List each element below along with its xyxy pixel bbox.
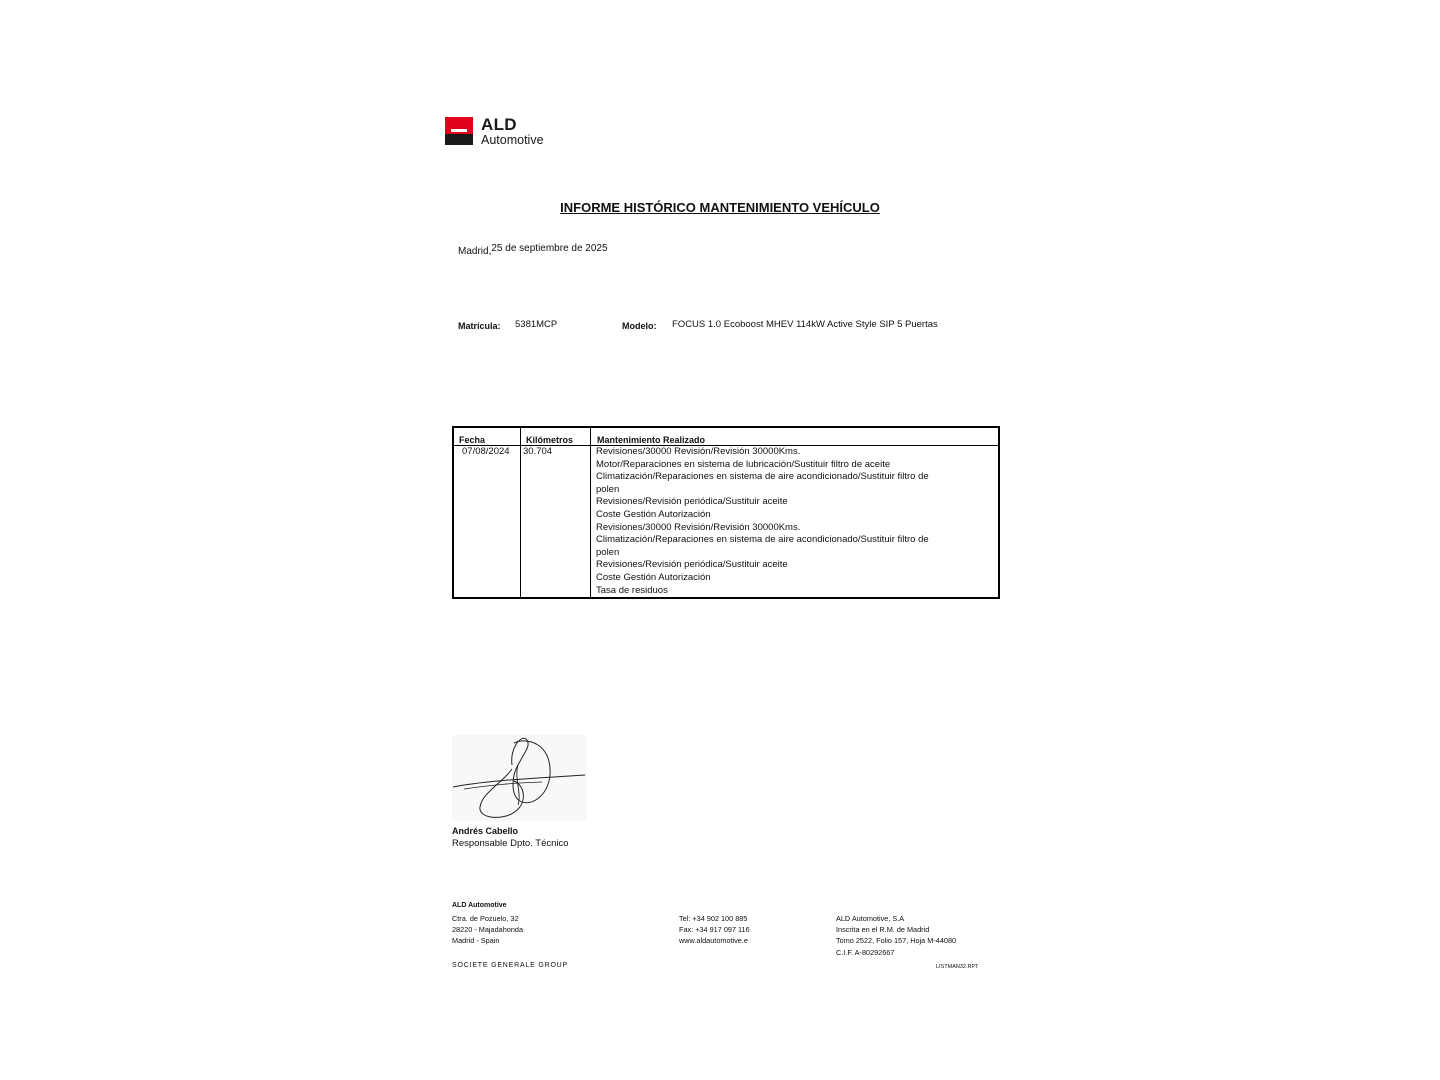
maintenance-item: Tasa de residuos (596, 584, 668, 596)
report-date (458, 243, 608, 257)
maintenance-item: Motor/Reparaciones en sistema de lubricación/Sustituir filtro de aceite (596, 458, 891, 470)
date-text: 25 de septiembre de 2025 (491, 243, 608, 254)
report-title: INFORME HISTÓRICO MANTENIMIENTO VEHÍCULO (560, 200, 880, 215)
footer-address-line: 28220 - Majadahonda (452, 925, 523, 935)
report-code: LISTMAN32.RPT (936, 964, 979, 970)
row-date: 07/08/2024 (453, 446, 521, 599)
footer-address-line: Ctra. de Pozuelo, 32 (452, 914, 519, 923)
signer-name: Andrés Cabello (452, 826, 519, 836)
maintenance-item: Revisiones/Revisión periódica/Sustituir aceite (596, 496, 788, 508)
footer-company: ALD Automotive (452, 902, 507, 909)
footer-legal-line: Inscrita en el R.M. de Madrid (836, 925, 930, 935)
logo-text-line1: ALD (481, 115, 517, 134)
maintenance-item: Revisiones/30000 Revisión/Revisión 30000Kms. (596, 446, 801, 457)
signature-icon (452, 735, 587, 821)
footer-contact (679, 913, 750, 947)
plate-value: 5381MCP (515, 319, 558, 330)
maintenance-item: Revisiones/30000 Revisión/Revisión 30000Kms. (596, 521, 801, 533)
group-name: SOCIETE GENERALE GROUP (452, 962, 569, 969)
maintenance-table (452, 426, 1000, 599)
maintenance-item: Coste Gestión Autorización (596, 508, 711, 520)
date-city: Madrid, (458, 246, 492, 257)
footer-website: www.aldautomotive.e (679, 936, 748, 946)
row-maintenance (591, 446, 1000, 599)
footer-legal-line: ALD Automotive, S.A (836, 914, 905, 923)
plate-label: Matrícula: (458, 321, 501, 331)
footer-legal-line: Tomo 2522, Folio 157, Hoja M-44080 (836, 936, 957, 946)
model-value: FOCUS 1.0 Ecoboost MHEV 114kW Active Style SIP 5 Puertas (672, 319, 938, 330)
row-km: 30.704 (521, 446, 591, 599)
maintenance-item: Coste Gestión Autorización (596, 571, 711, 583)
table-row (453, 446, 999, 599)
header-km: Kilómetros (521, 427, 591, 446)
logo-text-line2: Automotive (481, 133, 544, 147)
table-header-row (453, 427, 999, 446)
maintenance-item: Revisiones/Revisión periódica/Sustituir aceite (596, 559, 788, 571)
maintenance-item: Climatización/Reparaciones en sistema de aire acondicionado/Sustituir filtro de polen (596, 534, 929, 558)
maintenance-item: Climatización/Reparaciones en sistema de aire acondicionado/Sustituir filtro de polen (596, 471, 929, 495)
header-date: Fecha (453, 427, 521, 446)
signature-image (452, 735, 587, 821)
signer-role: Responsable Dpto. Técnico (452, 838, 569, 849)
header-maintenance: Mantenimiento Realizado (591, 427, 1000, 446)
footer-address-line: Madrid - Spain (452, 936, 500, 946)
footer-legal (836, 913, 956, 958)
footer-address (452, 913, 523, 947)
footer-phone: Tel: +34 902 100 885 (679, 914, 748, 923)
model-label: Modelo: (622, 321, 657, 331)
footer-fax: Fax: +34 917 097 116 (679, 925, 750, 935)
logo-mark-icon (445, 117, 473, 145)
company-logo (445, 117, 551, 147)
footer-legal-line: C.I.F. A-80292667 (836, 947, 895, 957)
